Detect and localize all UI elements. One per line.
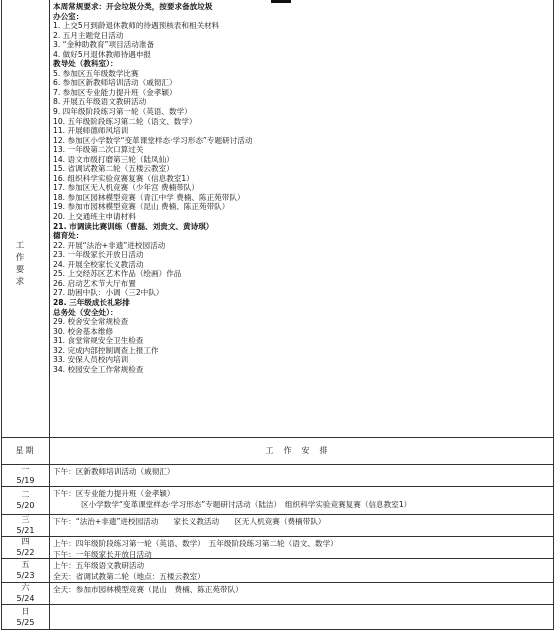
requirement-item: 6. 参加区新教师培训活动（戚彻汇）	[53, 78, 177, 88]
date-label: 5/23	[16, 571, 35, 580]
schedule-day-row	[2, 582, 553, 605]
requirement-item: 25. 上交经苏区艺术作品（绘画）作品	[53, 269, 182, 279]
weekday-label: 二	[21, 490, 30, 499]
day-plan	[53, 516, 551, 527]
schedule-day-row	[2, 514, 553, 537]
day-plan	[53, 466, 551, 477]
plan-entry: 全天：参加市园林模型竞赛（昆山 费楠、陈正苑带队）	[53, 585, 243, 594]
schedule-day-row	[2, 536, 553, 559]
requirement-item: 7. 参加区专业能力提升班（金孝颖）	[53, 87, 177, 97]
requirement-item: 2. 五月主题党日活动	[53, 30, 124, 40]
day-cell	[2, 582, 50, 604]
day-cell	[2, 604, 50, 630]
requirement-item: 26. 启动艺术节大厅布置	[53, 278, 136, 288]
requirement-item: 29. 校舍安全常规检查	[53, 317, 129, 327]
plan-entry: 区小学数学“变革课堂样态·学习形态”专题研讨活动（陆洁） 组织科学实验竞赛复赛（信息教室1）	[81, 500, 412, 509]
plan-entry: 全天：省调试教第二轮（地点：五楼云教室）	[53, 572, 205, 581]
day-plan	[53, 538, 551, 560]
weekday-label: 五	[21, 560, 30, 569]
day-plan	[53, 584, 551, 595]
day-cell	[2, 486, 50, 514]
schedule-header-row	[2, 437, 553, 465]
date-label: 5/25	[16, 618, 35, 627]
requirement-item: 10. 五年级阶段练习第二轮（语文、数学）	[53, 116, 197, 126]
requirement-item: 34. 校园安全工作常规检查	[53, 364, 144, 374]
requirement-item: 1. 上交5月到龄退休教师的待遇预核表和相关材料	[53, 21, 220, 31]
requirement-item: 15. 省调试教第二轮（五楼云教室）	[53, 164, 174, 174]
schedule-day-row	[2, 464, 553, 487]
requirement-item: 17. 参加区无人机竞赛（少年宫 费楠带队）	[53, 183, 199, 193]
plan-entry: 上午：四年级阶段练习第一轮（英语、数学） 五年级阶段练习第二轮（语文、数学）	[53, 539, 338, 548]
requirement-item: 12. 参加区小学数学“变革课堂样态·学习形态”专题研讨活动	[53, 135, 253, 145]
requirement-item: 9. 四年级阶段练习第一轮（英语、数学）	[53, 107, 192, 117]
requirements-label: 工作要求	[15, 241, 25, 287]
requirement-item: 20. 上交通班主申请材料	[53, 212, 136, 222]
requirement-item: 16. 组织科学实验竞赛复赛（信息教室1）	[53, 173, 194, 183]
requirement-item: 28. 三年级成长礼彩排	[53, 297, 130, 307]
requirements-list	[53, 2, 551, 374]
weekday-label: 四	[21, 537, 30, 546]
requirement-item: 31. 食堂常规安全卫生检查	[53, 336, 144, 346]
plan-entry: 下午：区新教师培训活动（戚彻汇）	[53, 467, 175, 476]
plan-entry: 上午：五年级语文教研活动	[53, 561, 145, 570]
day-cell	[2, 464, 50, 486]
date-label: 5/21	[16, 526, 35, 535]
requirement-item: 14. 语文市级打磨第三轮（陆凤仙）	[53, 154, 174, 164]
requirements-label-cell	[2, 0, 50, 437]
section-heading: 办公室：	[53, 11, 84, 21]
schedule-day-row	[2, 604, 553, 630]
plan-column-header: 工作安排	[265, 446, 338, 455]
weekday-label: 六	[21, 583, 30, 592]
day-cell	[2, 558, 50, 582]
date-label: 5/22	[16, 548, 35, 557]
section-heading: 教导处（教科室）：	[53, 59, 118, 69]
requirement-item: 19. 参加市园林模型竞赛（昆山 费楠、陈正苑带队）	[53, 202, 230, 212]
requirement-item: 30. 校舍基本维修	[53, 326, 114, 336]
requirement-item: 18. 参加区园林模型竞赛（青江中学 费楠、陈正苑带队）	[53, 192, 245, 202]
requirement-item: 32. 完成内部控制调查上报工作	[53, 345, 159, 355]
section-heading: 总务处（安全处）：	[53, 307, 118, 317]
day-cell	[2, 514, 50, 536]
schedule-day-row	[2, 486, 553, 515]
requirement-item: 8. 开展五年级语文教研活动	[53, 97, 147, 107]
requirement-item: 本周常规要求：开会垃圾分类，按要求备放垃圾	[53, 2, 213, 11]
plan-entry: 下午：“法治+非遗”进校园活动 家长义教活动 区无人机竞赛（费楠带队）	[53, 517, 326, 526]
requirements-row	[2, 0, 553, 438]
day-plan	[53, 560, 551, 582]
requirement-item: 5. 参加区五年级数学比赛	[53, 68, 139, 78]
schedule-day-row	[2, 558, 553, 583]
day-cell	[2, 536, 50, 558]
requirement-item: 4. 做好5月退休教师待遇申报	[53, 49, 152, 59]
requirement-item: 23. 一年级家长开放日活动	[53, 250, 144, 260]
date-label: 5/20	[16, 501, 35, 510]
requirement-item: 27. 助困中队：小调（三2中队）	[53, 288, 164, 298]
date-label: 5/24	[16, 594, 35, 603]
weekday-label: 三	[21, 515, 30, 524]
work-schedule-document	[1, 0, 554, 630]
weekday-label: 日	[21, 607, 30, 616]
requirement-item: 22. 开展“法治+非遗”进校园活动	[53, 240, 166, 250]
requirement-item: 33. 安保人员校内培训	[53, 355, 129, 365]
plan-entry: 下午：区专业能力提升班（金孝颖）	[53, 489, 175, 498]
requirement-item: 21. 市调读比赛训练（曹磊、刘贵文、黄诗琪）	[53, 221, 214, 231]
weekday-column-header: 星期	[2, 437, 50, 464]
day-plan	[53, 488, 551, 510]
date-label: 5/19	[16, 476, 35, 485]
section-heading: 德育处：	[53, 231, 84, 241]
requirement-item: 13. 一年级第二次口算过关	[53, 145, 144, 155]
plan-entry: 下午：一年级家长开放日活动	[53, 550, 152, 559]
weekday-label: 一	[21, 465, 30, 474]
requirement-item: 3. “金种助教育”项目活动准备	[53, 40, 155, 50]
requirement-item: 11. 开展师德师风培训	[53, 126, 129, 136]
requirement-item: 24. 开展全校家长义教活动	[53, 259, 144, 269]
